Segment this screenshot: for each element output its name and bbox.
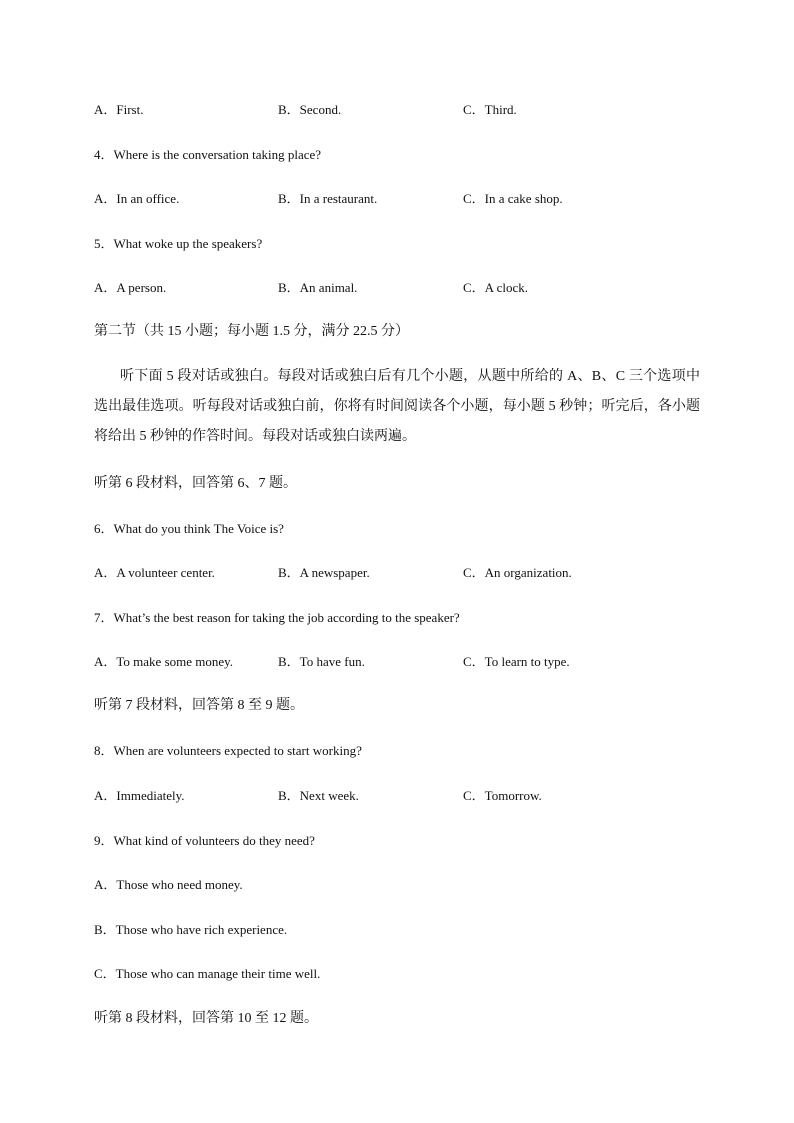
q3-option-c: C．Third. [463,102,517,117]
material6-label: 听第 6 段材料，回答第 6、7 题。 [94,476,297,491]
section2-instructions: 听下面 5 段对话或独白。每段对话或独白后有几个小题，从题中所给的 A、B、C 三个选项中选出最佳选项。听每段对话或独白前，你将有时间阅读各个小题，每小题 5 秒钟；听完后，各小题将给出 5 秒钟的作答时间。每段对话或独白读两遍。 [94,369,700,444]
q8-option-c: C．Tomorrow. [463,788,542,803]
q5-question: 5．What woke up the speakers? [94,236,263,251]
q9-option-a: A．Those who need money. [94,877,243,892]
q9-question: 9．What kind of volunteers do they need? [94,833,315,848]
q5-option-a: A．A person. [94,280,167,295]
material8-label: 听第 8 段材料，回答第 10 至 12 题。 [94,1011,318,1026]
q4-option-c: C．In a cake shop. [463,191,563,206]
q8-option-a: A．Immediately. [94,788,185,803]
q3-option-b: B．Second. [278,102,342,117]
q9-option-b: B．Those who have rich experience. [94,922,288,937]
section2-heading: 第二节（共 15 小题；每小题 1.5 分，满分 22.5 分） [94,324,409,339]
material7-label: 听第 7 段材料，回答第 8 至 9 题。 [94,698,304,713]
q5-option-c: C．A clock. [463,280,528,295]
q6-option-a: A．A volunteer center. [94,565,215,580]
q4-option-a: A．In an office. [94,191,180,206]
q7-option-b: B．To have fun. [278,654,365,669]
q6-option-c: C．An organization. [463,565,572,580]
q6-option-b: B．A newspaper. [278,565,370,580]
q3-option-a: A．First. [94,102,144,117]
q5-option-b: B．An animal. [278,280,358,295]
q8-question: 8．When are volunteers expected to start working? [94,743,362,758]
q6-question: 6．What do you think The Voice is? [94,521,284,536]
q7-option-a: A．To make some money. [94,654,234,669]
q7-option-c: C．To learn to type. [463,654,570,669]
q4-option-b: B．In a restaurant. [278,191,378,206]
q8-option-b: B．Next week. [278,788,359,803]
q4-question: 4．Where is the conversation taking place? [94,147,322,162]
q9-option-c: C．Those who can manage their time well. [94,966,321,981]
q7-question: 7．What’s the best reason for taking the job according to the speaker? [94,610,460,625]
